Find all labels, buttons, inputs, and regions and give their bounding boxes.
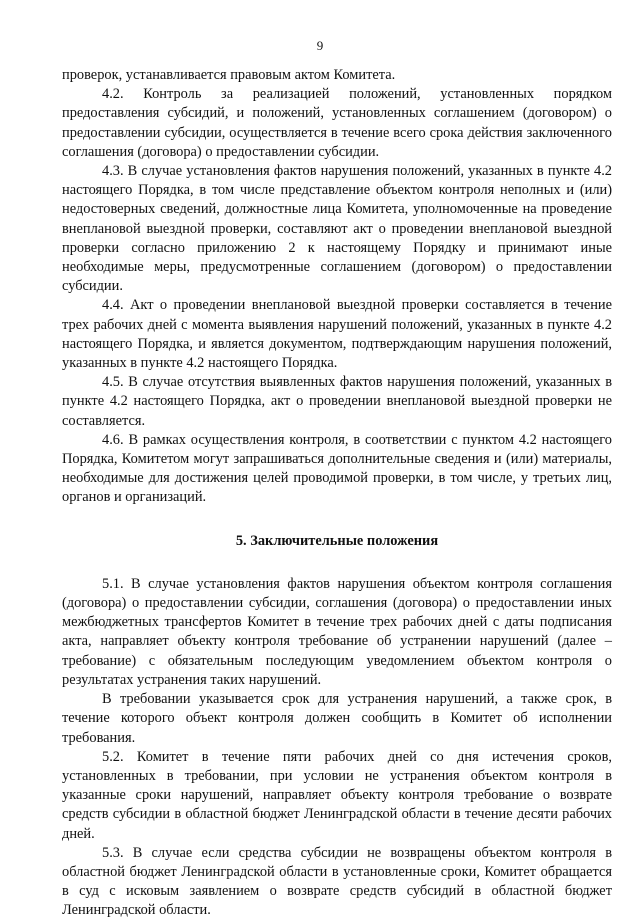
paragraph-requirement: В требовании указывается срок для устранения нарушений, а также срок, в течение которого объект контроля должен сообщить в Комитет об исполнении требования. [62,691,612,746]
paragraph-5-2: 5.2. Комитет в течение пяти рабочих дней со дня истечения сроков, установленных в требовании, при условии не устранения объектом контроля в указанные сроки нарушений, направляет объекту контроля требование о возврате средств субсидии в областной бюджет Ленинградской области в течение десяти рабочих дней. [62,748,612,842]
paragraph-4-6: 4.6. В рамках осуществления контроля, в соответствии с пунктом 4.2 настоящего Порядка, Комитетом могут запрашиваться дополнительные сведения и (или) материалы, необходимые для достижения целей проводимой проверки, в том числе, у третьих лиц, органов и организаций. [62,431,612,506]
document-body [62,66,612,921]
paragraph-5-3: 5.3. В случае если средства субсидии не возвращены объектом контроля в областной бюджет Ленинградской области в установленные сроки, Комитет обращается в суд с исковым заявлением о возврате средств субсидий в областной бюджет Ленинградской области. [62,844,612,919]
paragraph-4-2: 4.2. Контроль за реализацией положений, установленных порядком предоставления субсидий, и положений, установленных соглашением (договором) о предоставлении субсидии, осуществляется в течение всего срока действия заключенного соглашения (договора) о предоставлении субсидии. [62,86,612,160]
paragraph-continuation: проверок, устанавливается правовым актом Комитета. [62,67,396,83]
paragraph-4-3: 4.3. В случае установления фактов нарушения положений, указанных в пункте 4.2 настоящего Порядка, в том числе представление объектом контроля неполных и (или) недостоверных сведений, должностные лица Комитета, уполномоченные на проведение внеплановой выездной проверки, составляют акт о проведении внеплановой выездной проверки согласно приложению 2 к настоящему Порядку и принимают иные необходимые меры, предусмотренные соглашением (договором) о предоставлении субсидии. [62,163,612,295]
paragraph-4-5: 4.5. В случае отсутствия выявленных фактов нарушения положений, указанных в пункте 4.2 настоящего Порядка, акт о проведении внеплановой выездной проверки не составляется. [62,374,612,429]
paragraph-4-4: 4.4. Акт о проведении внеплановой выездной проверки составляется в течение трех рабочих дней с момента выявления нарушений положений, указанных в пункте 4.2 настоящего Порядка, и является документом, подтверждающим нарушения положений, указанных в пункте 4.2 настоящего Порядка. [62,297,612,372]
paragraph-5-1: 5.1. В случае установления фактов нарушения объектом контроля соглашения (договора) о предоставлении субсидии, соглашения (договора) о предоставлении иных межбюджетных трансфертов Комитет в течение трех рабочих дней с даты подписания акта, направляет объекту контроля требование об устранении нарушений (далее – требование) с обязательным последующим уведомлением объектом контроля о результатах устранения таких нарушений. [62,575,612,688]
page-number: 9 [316,38,324,53]
section-heading: 5. Заключительные положения [235,532,439,549]
